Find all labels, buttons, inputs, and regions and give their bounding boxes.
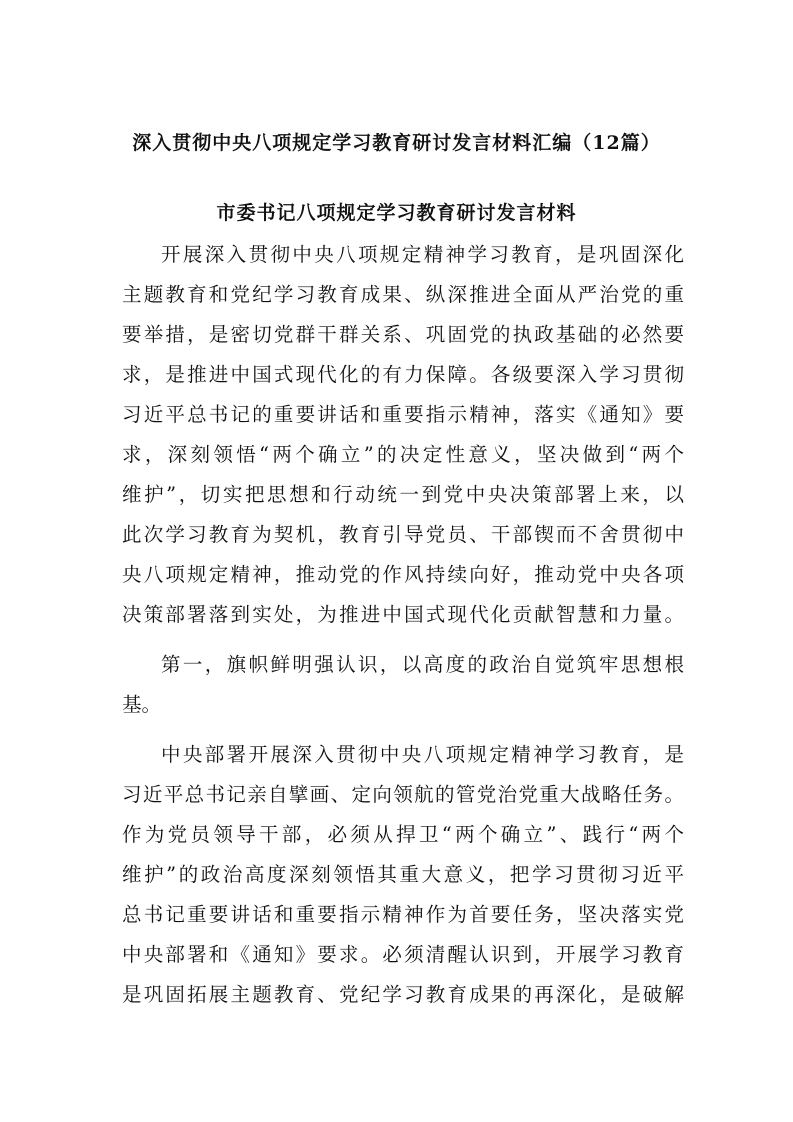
paragraph-line: 开展深入贯彻中央八项规定精神学习教育，是巩固深化	[161, 243, 684, 266]
paragraph-line: 求，是推进中国式现代化的有力保障。各级要深入学习贯彻	[122, 363, 684, 386]
paragraph-line: 总书记重要讲话和重要指示精神作为首要任务，坚决落实党	[122, 903, 684, 926]
paragraph-line: 是巩固拓展主题教育、党纪学习教育成果的再深化，是破解	[122, 983, 684, 1006]
paragraph-line: 此次学习教育为契机，教育引导党员、干部锲而不舍贯彻中	[122, 523, 684, 546]
paragraph-line: 维护”的政治高度深刻领悟其重大意义，把学习贯彻习近平	[122, 863, 684, 886]
paragraph-line: 求，深刻领悟“两个确立”的决定性意义，坚决做到“两个	[122, 443, 684, 466]
paragraph-line: 维护”，切实把思想和行动统一到党中央决策部署上来，以	[122, 483, 684, 506]
document-title: 深入贯彻中央八项规定学习教育研讨发言材料汇编（12篇）	[132, 132, 661, 154]
paragraph-line: 决策部署落到实处，为推进中国式现代化贡献智慧和力量。	[122, 603, 684, 626]
paragraph-line: 习近平总书记亲自擘画、定向领航的管党治党重大战略任务。	[122, 783, 684, 806]
paragraph-line: 基。	[122, 693, 162, 716]
paragraph-line: 主题教育和党纪学习教育成果、纵深推进全面从严治党的重	[122, 283, 684, 306]
section-title: 市委书记八项规定学习教育研讨发言材料	[216, 202, 577, 224]
paragraph-line: 中央部署和《通知》要求。必须清醒认识到，开展学习教育	[122, 943, 684, 966]
paragraph-line: 作为党员领导干部，必须从捍卫“两个确立”、践行“两个	[122, 823, 684, 846]
paragraph-line: 习近平总书记的重要讲话和重要指示精神，落实《通知》要	[122, 403, 684, 426]
paragraph-line: 要举措，是密切党群干群关系、巩固党的执政基础的必然要	[122, 323, 684, 346]
paragraph-line: 中央部署开展深入贯彻中央八项规定精神学习教育，是	[161, 743, 684, 766]
paragraph-line: 第一，旗帜鲜明强认识，以高度的政治自觉筑牢思想根	[161, 653, 684, 676]
paragraph-line: 央八项规定精神，推动党的作风持续向好，推动党中央各项	[122, 563, 684, 586]
